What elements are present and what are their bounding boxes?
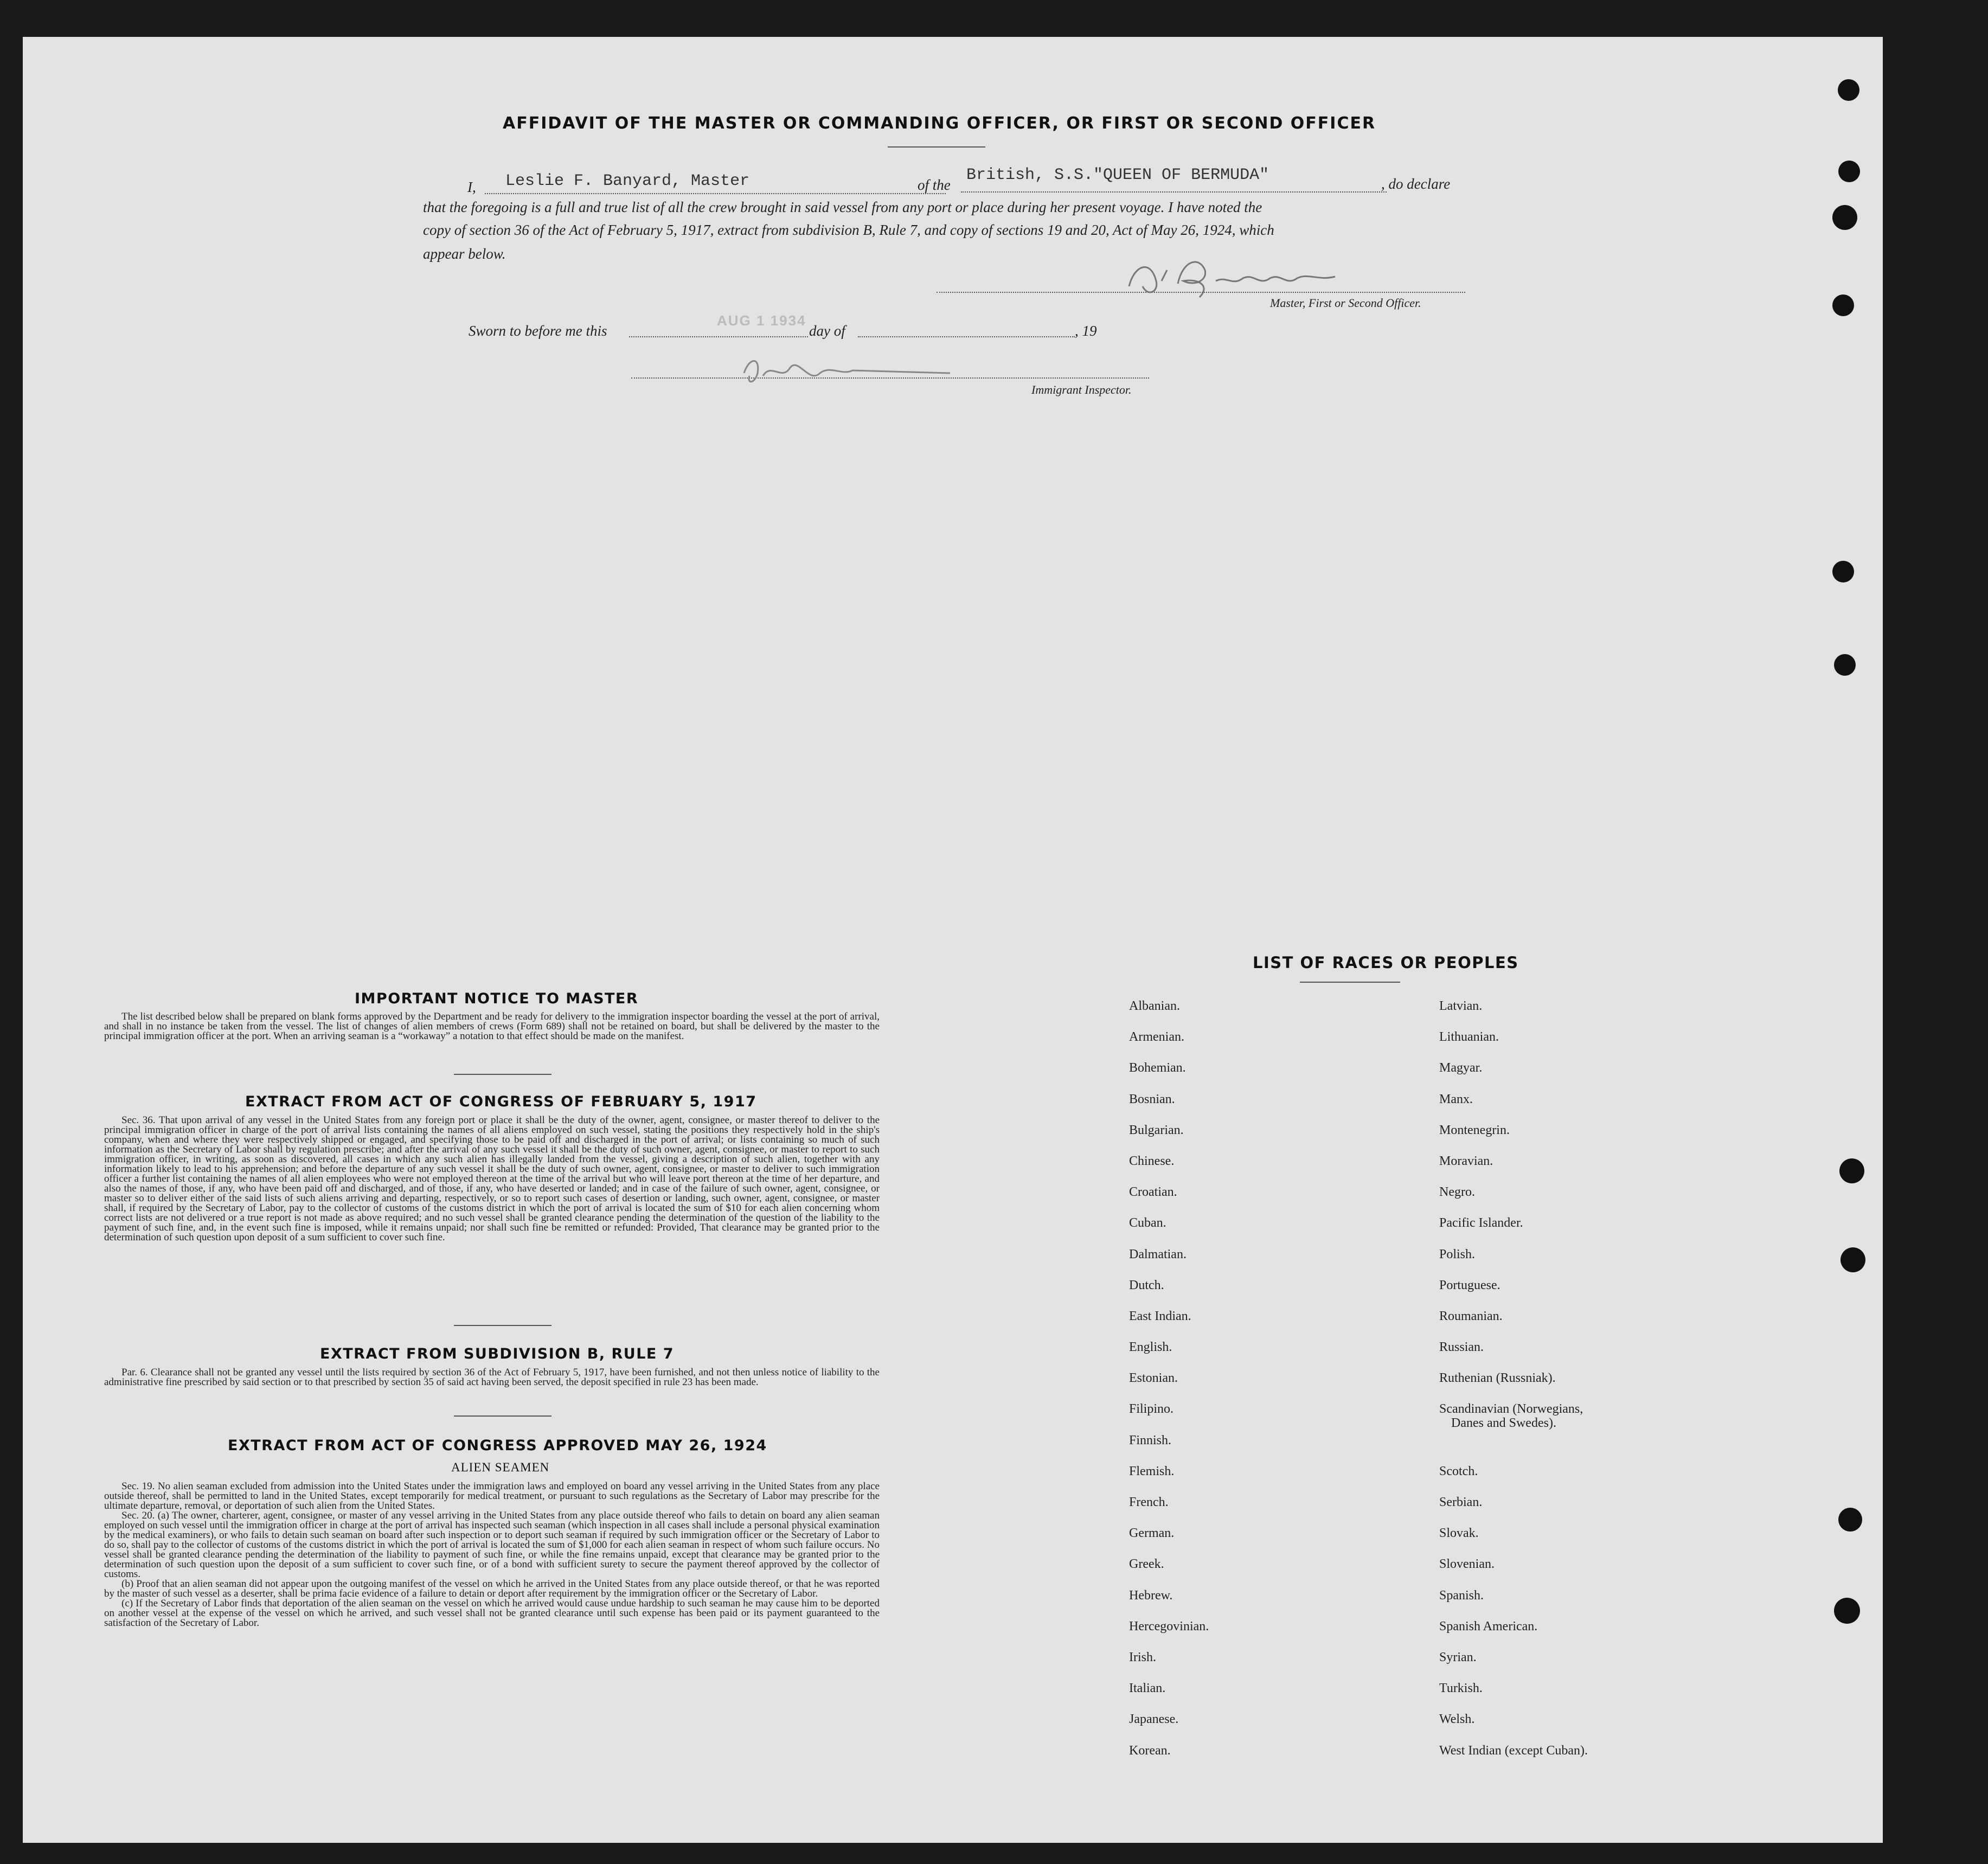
race-item: Estonian. [1129, 1371, 1178, 1386]
race-item: Finnish. [1129, 1433, 1172, 1447]
race-item: Scandinavian (Norwegians, [1439, 1402, 1583, 1417]
races-divider [1300, 982, 1400, 983]
race-item: Dalmatian. [1129, 1247, 1187, 1261]
race-item: Albanian. [1129, 999, 1180, 1013]
do-declare-label: , do declare [1381, 176, 1451, 192]
race-item: Bulgarian. [1129, 1123, 1184, 1137]
sworn-month-line [858, 336, 1075, 337]
race-item: Negro. [1439, 1185, 1475, 1200]
date-stamp: AUG 1 1934 [717, 312, 806, 329]
binder-hole-icon [1832, 561, 1854, 582]
race-item: Lithuanian. [1439, 1030, 1499, 1045]
races-column-1 [1129, 1000, 1209, 1775]
rule7-heading: EXTRACT FROM SUBDIVISION B, RULE 7 [320, 1346, 675, 1362]
binder-hole-icon [1834, 654, 1856, 676]
race-item: Scotch. [1439, 1464, 1478, 1478]
name-line [485, 193, 946, 194]
inspector-label: Immigrant Inspector. [1031, 383, 1132, 396]
sworn-label: Sworn to before me this [469, 323, 607, 339]
race-item: Slovak. [1439, 1526, 1479, 1541]
binder-hole-icon [1839, 1158, 1864, 1183]
races-heading: LIST OF RACES OR PEOPLES [1253, 953, 1519, 972]
race-item: Italian. [1129, 1681, 1166, 1696]
races-column-2 [1439, 1000, 1588, 1775]
binder-hole-icon [1838, 161, 1860, 182]
race-item: Polish. [1439, 1247, 1476, 1261]
race-item: Welsh. [1439, 1712, 1475, 1727]
binder-hole-icon [1834, 1598, 1860, 1624]
race-item: German. [1129, 1526, 1175, 1541]
extract-1917-divider [454, 1325, 551, 1326]
title-divider [888, 146, 985, 148]
binder-hole-icon [1832, 205, 1857, 230]
race-item: Turkish. [1439, 1681, 1483, 1696]
race-item: Serbian. [1439, 1495, 1483, 1510]
binder-hole-icon [1840, 1247, 1865, 1272]
master-officer-label: Master, First or Second Officer. [1270, 296, 1421, 310]
rule7-text: Par. 6. Clearance shall not be granted any vessel until the lists required by section 36 of the Act of February 5, 1917, have been furnished, and not then unless notice of liability to the administrative fine prescribed by said section or to that prescribed by section 35 of said act having been served, the deposit specified in rule 23 has been made. [104, 1367, 880, 1388]
notice-heading: IMPORTANT NOTICE TO MASTER [355, 990, 639, 1007]
race-item: Irish. [1129, 1650, 1156, 1664]
sec20c-text: (c) If the Secretary of Labor finds that deportation of the alien seaman on the vessel on which he arrived would cause undue hardship to such seaman he may cause him to be deported on another vessel at the expense of the vessel on which he arrived, and such vessel shall not be granted clearance until such expense has been paid or its payment guaranteed to the satisfaction of the Secretary of Labor. [104, 1598, 880, 1629]
vessel-line [961, 191, 1387, 193]
binder-hole-icon [1838, 1508, 1862, 1532]
race-item: Latvian. [1439, 999, 1483, 1013]
affidavit-paragraph-line2: copy of section 36 of the Act of February 5, 1917, extract from subdivision B, Rule 7, and copy of sections 19 and 20, Act of May 26, 1924, which [423, 222, 1274, 238]
race-item: Dutch. [1129, 1278, 1164, 1292]
binder-hole-icon [1838, 79, 1859, 101]
race-item: Bohemian. [1129, 1061, 1186, 1075]
race-item: French. [1129, 1495, 1169, 1509]
i-label: I, [467, 179, 476, 195]
race-item: Syrian. [1439, 1650, 1477, 1664]
sec20b-text: (b) Proof that an alien seaman did not appear upon the outgoing manifest of the vessel on which he arrived in the United States from any place outside thereof, or that he was reported by the master of such vessel as a deserter, shall be prima facie evidence of a failure to detain or deport after requirement by the immigration officer or the Secretary of Labor. [104, 1578, 880, 1599]
alien-seamen-subheading: ALIEN SEAMEN [451, 1461, 550, 1474]
master-name-typed: Leslie F. Banyard, Master [505, 172, 750, 190]
race-item: West Indian (except Cuban). [1439, 1743, 1588, 1758]
race-item: Danes and Swedes). [1451, 1416, 1556, 1431]
inspector-signature [739, 351, 955, 395]
race-item: Chinese. [1129, 1154, 1175, 1168]
sworn-day-line [629, 336, 808, 337]
day-of-label: day of [809, 323, 845, 339]
race-item: Flemish. [1129, 1464, 1175, 1478]
race-item: Hebrew. [1129, 1588, 1173, 1603]
race-item: Filipino. [1129, 1402, 1174, 1417]
race-item: Ruthenian (Russniak). [1439, 1371, 1556, 1386]
race-item: Cuban. [1129, 1216, 1166, 1231]
race-item: Armenian. [1129, 1030, 1184, 1045]
affidavit-title: AFFIDAVIT OF THE MASTER OR COMMANDING OFFICER, OR FIRST OR SECOND OFFICER [503, 114, 1376, 133]
race-item: Korean. [1129, 1743, 1171, 1758]
race-item: Spanish. [1439, 1588, 1484, 1603]
notice-text: The list described below shall be prepared on blank forms approved by the Department and be ready for delivery to the immigration inspector boarding the vessel at the port of arrival, and shall in no instance be taken from the vessel. The list of changes of alien members of crews (Form 689) shall not be retained on board, but shall be delivered by the master to the principal immigration officer at the port. When an arriving seaman is a “workaway” a notation to that effect should be made on the manifest. [104, 1011, 880, 1042]
race-item: Spanish American. [1439, 1619, 1538, 1634]
race-item: Pacific Islander. [1439, 1216, 1523, 1231]
extract-1917-heading: EXTRACT FROM ACT OF CONGRESS OF FEBRUARY 5, 1917 [245, 1093, 757, 1110]
rule7-divider [454, 1415, 551, 1417]
race-item: Croatian. [1129, 1185, 1177, 1200]
extract-1924-heading: EXTRACT FROM ACT OF CONGRESS APPROVED MAY 26, 1924 [228, 1437, 767, 1454]
race-item: Russian. [1439, 1340, 1484, 1355]
race-item: Montenegrin. [1439, 1123, 1510, 1137]
race-item: Magyar. [1439, 1061, 1483, 1075]
of-the-label: of the [918, 177, 951, 193]
vessel-name-typed: British, S.S."QUEEN OF BERMUDA" [966, 166, 1269, 184]
affidavit-paragraph-line3: appear below. [423, 246, 506, 262]
race-item: Roumanian. [1439, 1309, 1503, 1323]
race-item: Moravian. [1439, 1154, 1493, 1168]
race-item: East Indian. [1129, 1309, 1191, 1323]
race-item: Slovenian. [1439, 1557, 1495, 1572]
race-item: Hercegovinian. [1129, 1619, 1209, 1634]
race-item: English. [1129, 1340, 1172, 1355]
race-item: Bosnian. [1129, 1092, 1175, 1106]
sec20a-text: Sec. 20. (a) The owner, charterer, agent, consignee, or master of any vessel arriving in the United States from any place outside thereof who fails to detain on board any alien seaman employed on such vessel until the immigration officer in charge at the port of arrival has inspected such seaman (which inspection in all cases shall include a personal physical examination by the medical examiners), or who fails to detain such seaman on board after such inspection or to deport such seaman if required by such immigration officer or the Secretary of Labor to do so, shall pay to the collector of customs of the customs district in which the port of arrival is located the sum of $1,000 for each alien seaman in respect of whom such failure occurs. No vessel shall be granted clearance pending the determination of the liability to payment of such fine, or while the fine remains unpaid, except that clearance may be granted prior to the determination of such question upon the deposit of a sum sufficient to cover such fine, or of a bond with sufficient surety to secure the payment thereof approved by the collector of customs. [104, 1510, 880, 1580]
year-label: , 19 [1075, 323, 1097, 339]
race-item: Portuguese. [1439, 1278, 1500, 1292]
extract-1924-body [104, 1482, 880, 1628]
extract-1917-text: Sec. 36. That upon arrival of any vessel in the United States from any foreign port or place it shall be the duty of the owner, agent, consignee, or master thereof to deliver to the principal immigration officer in charge of the port of arrival lists containing the names of all aliens employed on such vessel, stating the positions they respectively hold in the ship's company, when and where they were respectively shipped or engaged, and specifying those to be paid off and discharged in the port of arrival; or lists containing so much of such information as the Secretary of Labor shall by regulation prescribe; and after the arrival of any such vessel it shall be the duty of such owner, agent, consignee, or master to report to such immigration officer, in writing, as soon as discovered, all cases in which any such alien has illegally landed from the vessel, giving a description of such alien, together with any information likely to lead to his apprehension; and before the departure of any such vessel it shall be the duty of such owner, agent, consignee, or master to deliver to such immigration officer a further list containing the names of all alien employees who were not employed thereon at the time of the arrival but who will leave port thereon at the time of her departure, and also the names of those, if any, who have been paid off and discharged, and of those, if any, who have deserted or landed; and in case of the failure of such owner, agent, consignee, or master so to deliver either of the said lists of such aliens arriving and departing, respectively, or so to report such cases of desertion or landing, such owner, agent, consignee, or master shall, if required by the Secretary of Labor, pay to the collector of customs of the customs district in which the port of arrival is located the sum of $10 for each alien concerning whom correct lists are not delivered or a true report is not made as above required; and no such vessel shall be granted clearance pending the determination of the question of the liability to the payment of such fine, and, in the event such fine is imposed, while it remains unpaid; nor shall such fine be remitted or refunded: Provided, That clearance may be granted prior to the determination of such question upon deposit of a sum sufficient to cover such fine. [104, 1114, 880, 1243]
race-item: Greek. [1129, 1557, 1164, 1572]
sec19-text: Sec. 19. No alien seaman excluded from admission into the United States under the immigration laws and employed on board any vessel arriving in the United States from any place outside thereof, shall be permitted to land in the United States, except temporarily for medical treatment, or pursuant to such regulations as the Secretary of Labor may prescribe for the ultimate departure, removal, or deportation of such alien from the United States. [104, 1481, 880, 1511]
affidavit-paragraph-line1: that the foregoing is a full and true list of all the crew brought in said vessel from any port or place during her present voyage. I have noted the [423, 199, 1262, 215]
race-item: Manx. [1439, 1092, 1473, 1106]
binder-hole-icon [1832, 294, 1854, 316]
document-page [23, 37, 1883, 1843]
race-item: Japanese. [1129, 1712, 1179, 1727]
notice-divider [454, 1074, 551, 1075]
